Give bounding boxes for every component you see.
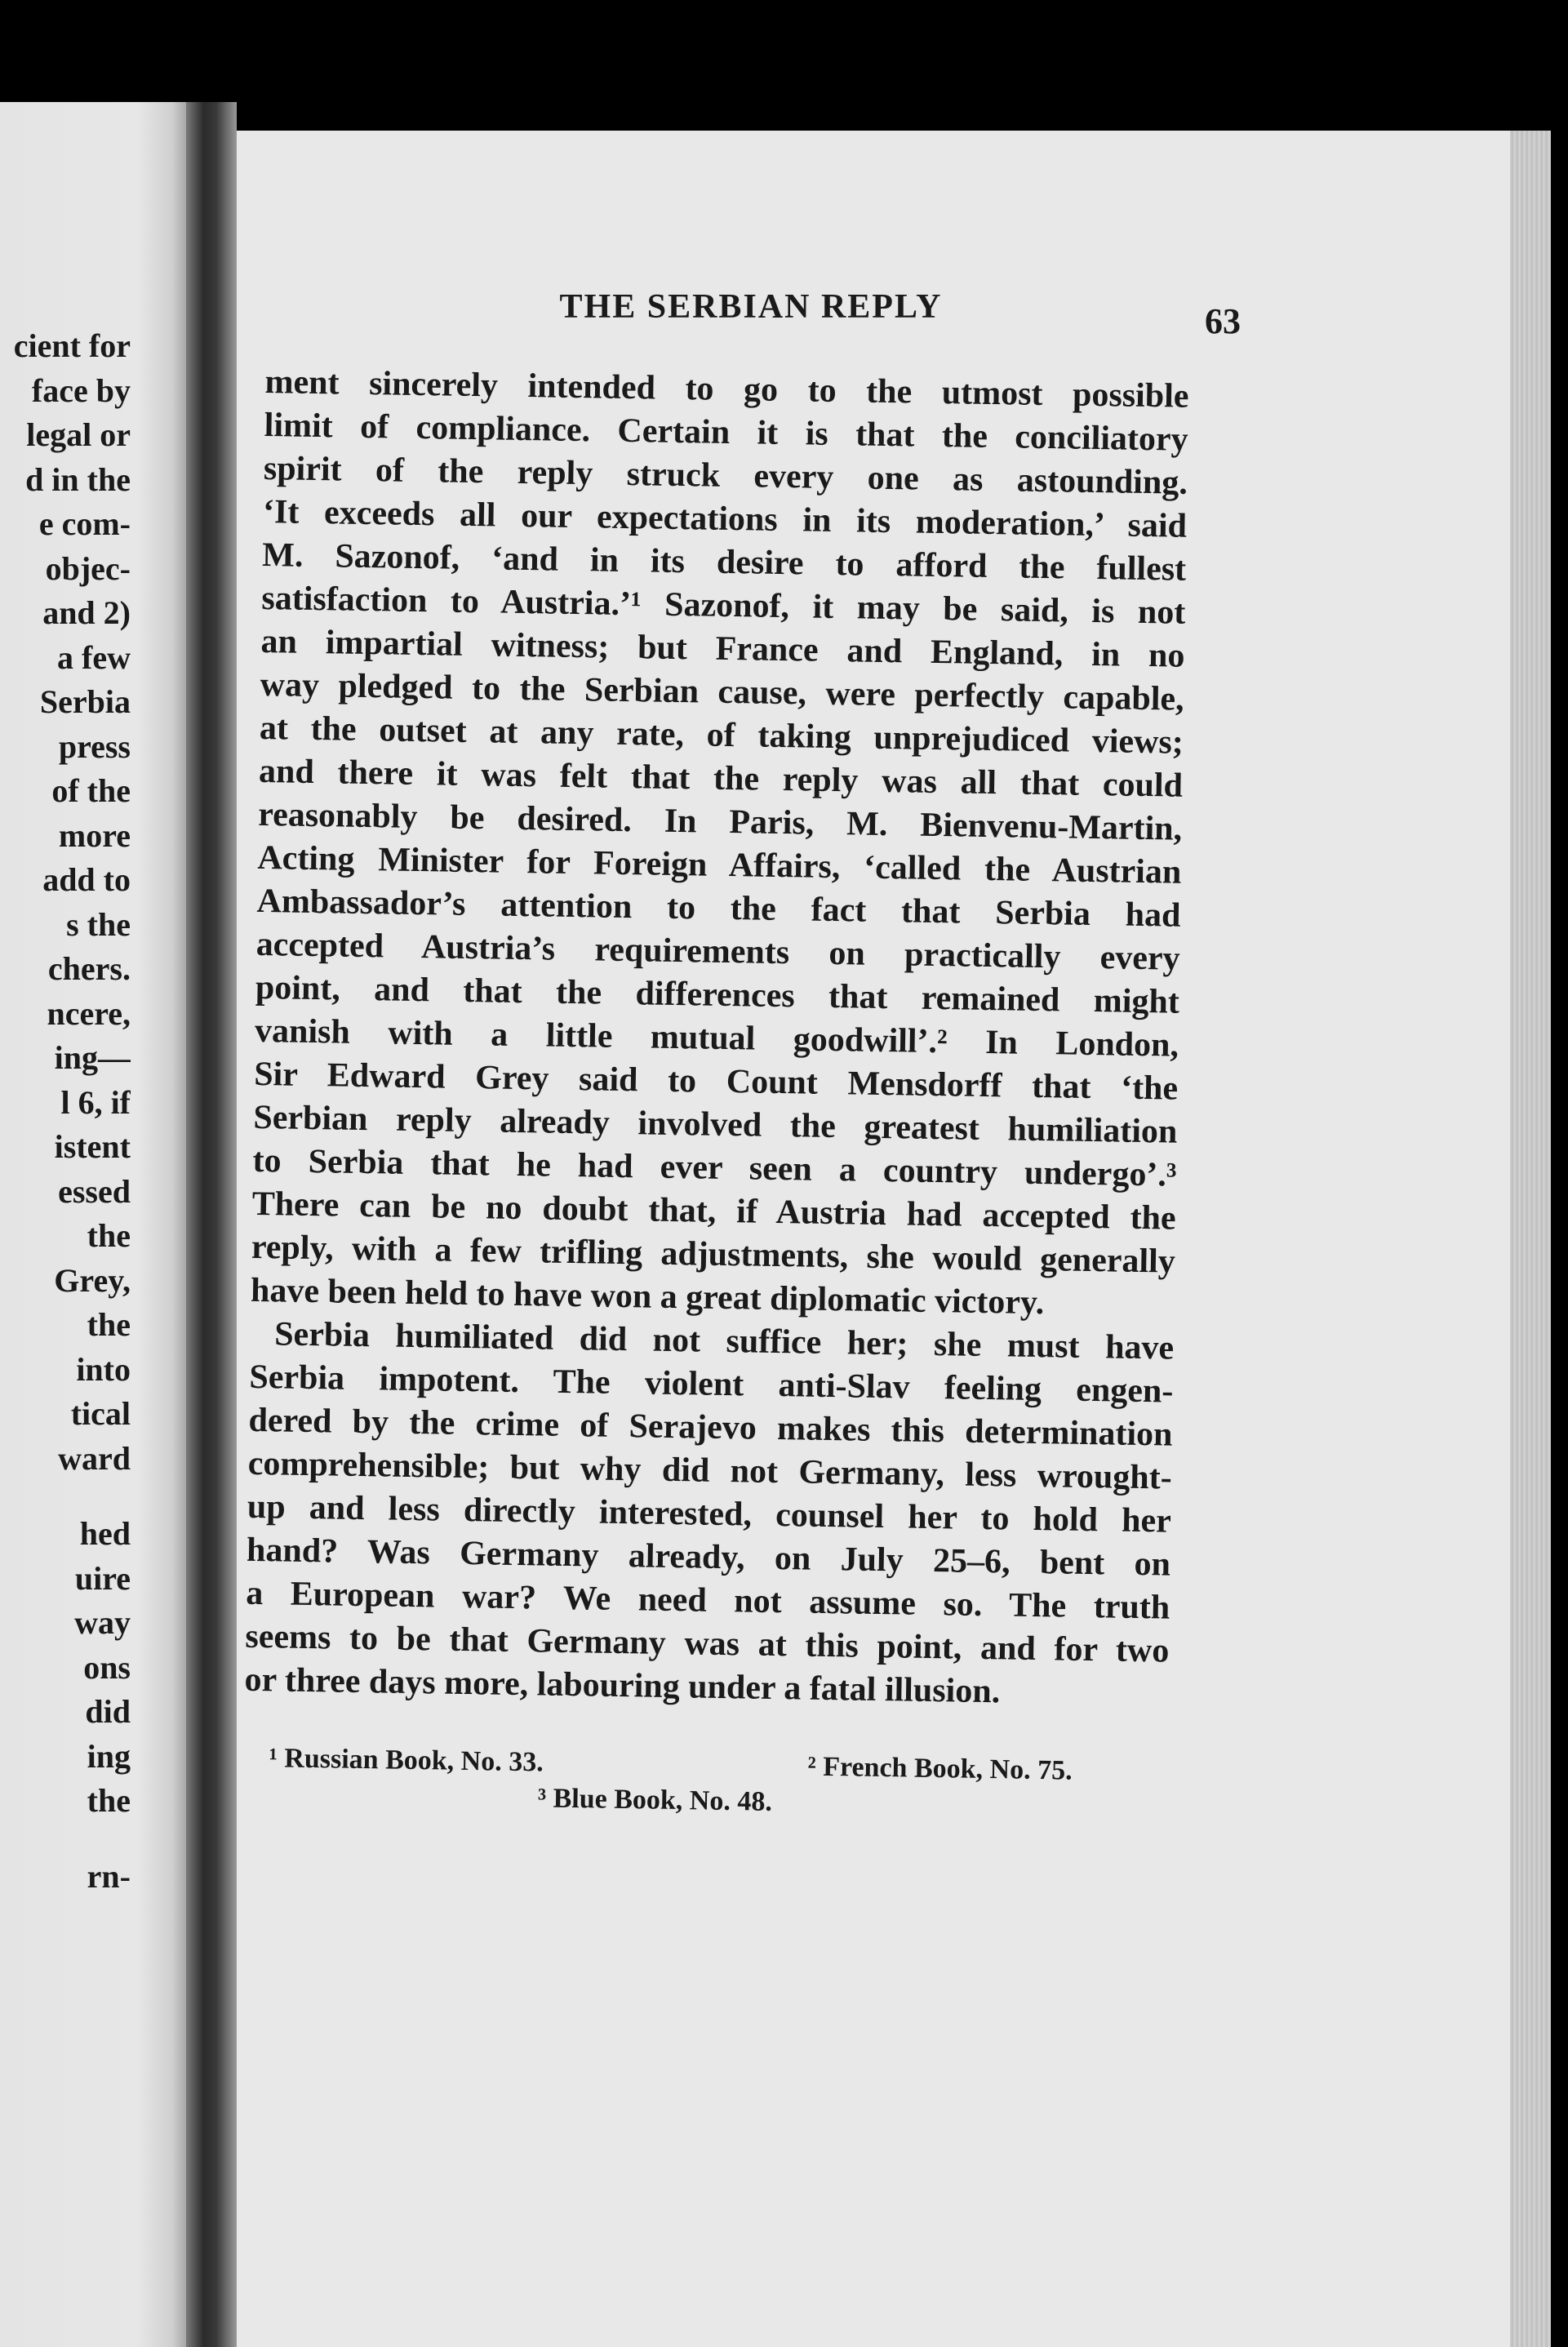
text-line: M. Sazonof, ‘and in its desire to afford the fullest bbox=[261, 536, 1187, 589]
text-line: way pledged to the Serbian cause, were perfectly capable, bbox=[260, 665, 1184, 718]
text-line: ‘It exceeds all our expectations in its moderation,’ said bbox=[262, 492, 1188, 545]
left-line: into bbox=[76, 1350, 131, 1388]
page-number: 63 bbox=[1205, 301, 1241, 341]
left-line: ward bbox=[58, 1439, 131, 1477]
text-line: to Serbia that he had ever seen a country undergo’.³ bbox=[252, 1141, 1177, 1194]
text-line: Sir Edward Grey said to Count Mensdorff that ‘the bbox=[253, 1055, 1179, 1108]
left-line: press bbox=[58, 727, 131, 765]
paragraph-2 bbox=[244, 1313, 1174, 1717]
left-line-gap bbox=[0, 1824, 131, 1855]
footnote-2: ² French Book, No. 75. bbox=[807, 1751, 1073, 1786]
left-line: uire bbox=[74, 1559, 131, 1597]
text-line: Ambassador’s attention to the fact that Serbia had bbox=[256, 882, 1181, 935]
left-line: d in the bbox=[25, 460, 131, 498]
text-line: seems to be that Germany was at this point, and for two bbox=[245, 1617, 1170, 1670]
text-line: up and less directly interested, counsel her to hold her bbox=[247, 1487, 1172, 1540]
left-line: face by bbox=[31, 371, 131, 409]
left-line: hed bbox=[79, 1515, 131, 1552]
left-line: add to bbox=[42, 861, 131, 898]
left-line: Serbia bbox=[39, 683, 131, 720]
text-line: an impartial witness; but France and England, in no bbox=[260, 622, 1185, 675]
text-line: and there it was felt that the reply was all that could bbox=[258, 752, 1184, 805]
left-line: rn- bbox=[87, 1857, 131, 1895]
left-line: ncere, bbox=[47, 994, 131, 1032]
footnote-1: ¹ Russian Book, No. 33. bbox=[269, 1743, 544, 1778]
text-line: Acting Minister for Foreign Affairs, ‘called the Austrian bbox=[257, 838, 1182, 891]
left-line: and 2) bbox=[42, 594, 131, 631]
text-line: at the outset at any rate, of taking unprejudiced views; bbox=[259, 709, 1184, 762]
left-line: tical bbox=[70, 1395, 131, 1432]
left-line: istent bbox=[54, 1128, 131, 1165]
text-line: spirit of the reply struck every one as astounding. bbox=[263, 449, 1188, 502]
text-line: accepted Austria’s requirements on practically every bbox=[255, 925, 1180, 978]
text-line: comprehensible; but why did not Germany, less wrought- bbox=[247, 1444, 1173, 1497]
footnote-3: ³ Blue Book, No. 48. bbox=[537, 1783, 773, 1817]
left-line: way bbox=[74, 1604, 131, 1641]
left-line: chers. bbox=[47, 950, 131, 987]
text-line: ment sincerely intended to go to the utmost possible bbox=[264, 362, 1189, 416]
text-line: or three days more, labouring under a fatal illusion. bbox=[244, 1660, 1001, 1711]
text-line: satisfaction to Austria.’¹ Sazonof, it may be said, is not bbox=[261, 579, 1186, 632]
left-page-text bbox=[0, 324, 131, 1899]
text-line: vanish with a little mutual goodwill’.² In London, bbox=[254, 1011, 1179, 1065]
text-line: Serbia humiliated did not suffice her; she must have bbox=[273, 1315, 1175, 1367]
paragraph-1 bbox=[251, 361, 1189, 1327]
left-line-gap bbox=[0, 1481, 131, 1512]
text-line: reasonably be desired. In Paris, M. Bienvenu-Martin, bbox=[257, 795, 1183, 848]
left-line: did bbox=[85, 1693, 131, 1730]
text-line: Serbian reply already involved the greatest humiliation bbox=[253, 1098, 1178, 1151]
text-line: reply, with a few trifling adjustments, she would generally bbox=[251, 1228, 1176, 1281]
book-gutter bbox=[186, 102, 237, 2347]
text-line: limit of compliance. Certain it is that the conciliatory bbox=[264, 406, 1188, 459]
left-line: a few bbox=[57, 638, 131, 676]
left-line: cient for bbox=[13, 327, 131, 364]
left-line: l 6, if bbox=[60, 1083, 131, 1121]
left-line: ing— bbox=[54, 1039, 131, 1076]
left-line: ing bbox=[87, 1737, 131, 1775]
text-line: dered by the crime of Serajevo makes this determination bbox=[248, 1401, 1173, 1454]
running-head: THE SERBIAN REPLY bbox=[559, 288, 943, 326]
left-line: the bbox=[87, 1217, 131, 1254]
text-line: hand? Was Germany already, on July 25–6, bent on bbox=[246, 1531, 1171, 1584]
footnotes bbox=[260, 1740, 1159, 1826]
left-line: the bbox=[87, 1782, 131, 1819]
left-line: objec- bbox=[45, 549, 131, 587]
left-line: of the bbox=[51, 772, 131, 809]
page-edge bbox=[1510, 131, 1551, 2347]
left-line: the bbox=[87, 1306, 131, 1343]
left-line: legal or bbox=[26, 416, 131, 453]
left-page bbox=[0, 102, 196, 2347]
left-line: essed bbox=[58, 1172, 131, 1210]
left-line: e com- bbox=[38, 505, 131, 542]
text-line: a European war? We need not assume so. The truth bbox=[245, 1574, 1170, 1627]
text-line: There can be no doubt that, if Austria had accepted the bbox=[251, 1185, 1176, 1238]
left-line: more bbox=[58, 816, 131, 854]
left-line: s the bbox=[66, 905, 131, 943]
text-line: Serbia impotent. The violent anti-Slav feeling engen- bbox=[249, 1358, 1174, 1411]
left-line: ons bbox=[83, 1648, 131, 1686]
body-text bbox=[244, 361, 1189, 1717]
text-line: point, and that the differences that remained might bbox=[255, 968, 1180, 1021]
text-line: have been held to have won a great diplomatic victory. bbox=[250, 1271, 1045, 1322]
left-line: Grey, bbox=[54, 1261, 131, 1299]
